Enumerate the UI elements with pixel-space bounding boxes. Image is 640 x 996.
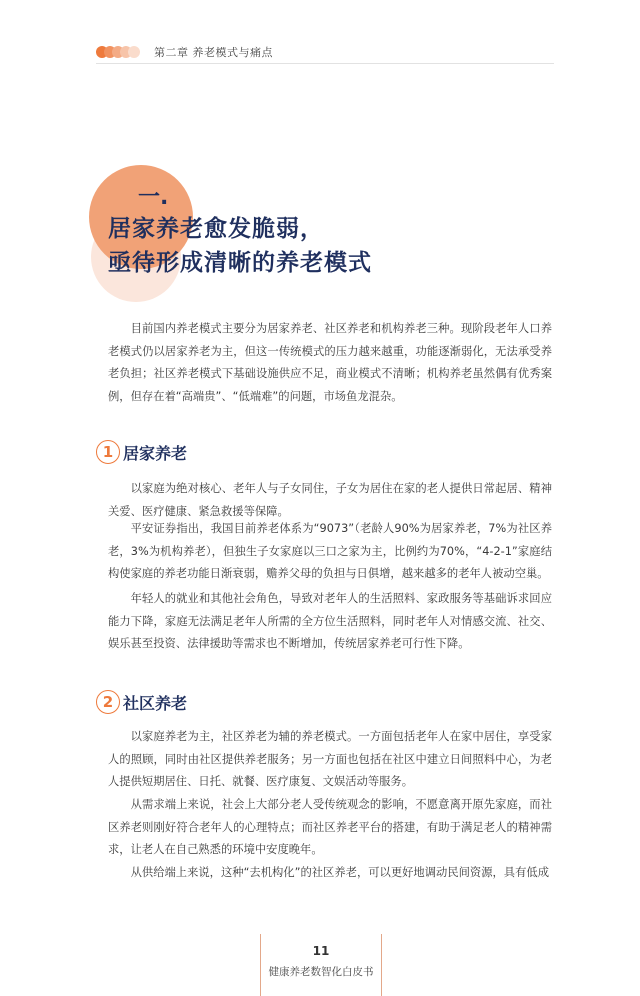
paragraph: 以家庭为绝对核心、老年人与子女同住，子女为居住在家的老人提供日常起居、精神关爱、医疗健康、紧急救援等保障。 [108,482,552,518]
subsection-title: 社区养老 [123,693,188,713]
number-circle-icon: 2 [96,690,120,714]
header-dot [128,46,140,58]
chapter-header [96,44,273,60]
paragraph: 平安证券指出，我国目前养老体系为“9073”（老龄人90%为居家养老，7%为社区养老，3%为机构养老），但独生子女家庭以三口之家为主，比例约为70%，“4-2-1”家庭结构使家庭的养老功能日渐衰弱，赡养父母的负担与日俱增，越来越多的老年人被动空巢。 [108,522,552,580]
subsection-home-care-heading [96,436,187,468]
header-dots-decoration [96,46,148,58]
chapter-title: 第二章 养老模式与痛点 [154,46,273,59]
number-circle-icon: 1 [96,440,120,464]
section-title-line1: 居家养老愈发脆弱， [108,216,324,242]
paragraph: 年轻人的就业和其他社会角色，导致对老年人的生活照料、家政服务等基础诉求回应能力下降，家庭无法满足老年人所需的全方位生活照料，同时老年人对情感交流、社交、娱乐甚至投资、法律援助等需求也不断增加，传统居家养老可行性下降。 [108,592,552,650]
subsection-community-care-heading [96,686,187,718]
page-number: 11 [312,944,330,958]
section-title-line2: 亟待形成清晰的养老模式 [108,250,372,276]
footer-document-title: 健康养老数智化白皮书 [268,966,374,978]
section-number: 一. [138,185,169,210]
subsection-title: 居家养老 [123,443,188,463]
header-divider [96,63,554,64]
paragraph: 从供给端上来说，这种“去机构化”的社区养老，可以更好地调动民间资源，具有低成 [130,866,549,879]
paragraph: 从需求端上来说，社会上大部分老人受传统观念的影响，不愿意离开原先家庭，而社区养老则刚好符合老年人的心理特点；而社区养老平台的搭建，有助于满足老人的精神需求，让老人在自己熟悉的环境中安度晚年。 [108,798,552,856]
intro-paragraph: 目前国内养老模式主要分为居家养老、社区养老和机构养老三种。现阶段老年人口养老模式仍以居家养老为主，但这一传统模式的压力越来越重，功能逐渐弱化，无法承受养老负担；社区养老模式下基础设施供应不足，商业模式不清晰；机构养老虽然偶有优秀案例，但存在着“高端贵”、“低端难”的问题，市场鱼龙混杂。 [108,322,552,403]
paragraph: 以家庭养老为主，社区养老为辅的养老模式。一方面包括老年人在家中居住，享受家人的照顾，同时由社区提供养老服务；另一方面也包括在社区中建立日间照料中心，为老人提供短期居住、日托、就餐、医疗康复、文娱活动等服务。 [108,730,552,788]
